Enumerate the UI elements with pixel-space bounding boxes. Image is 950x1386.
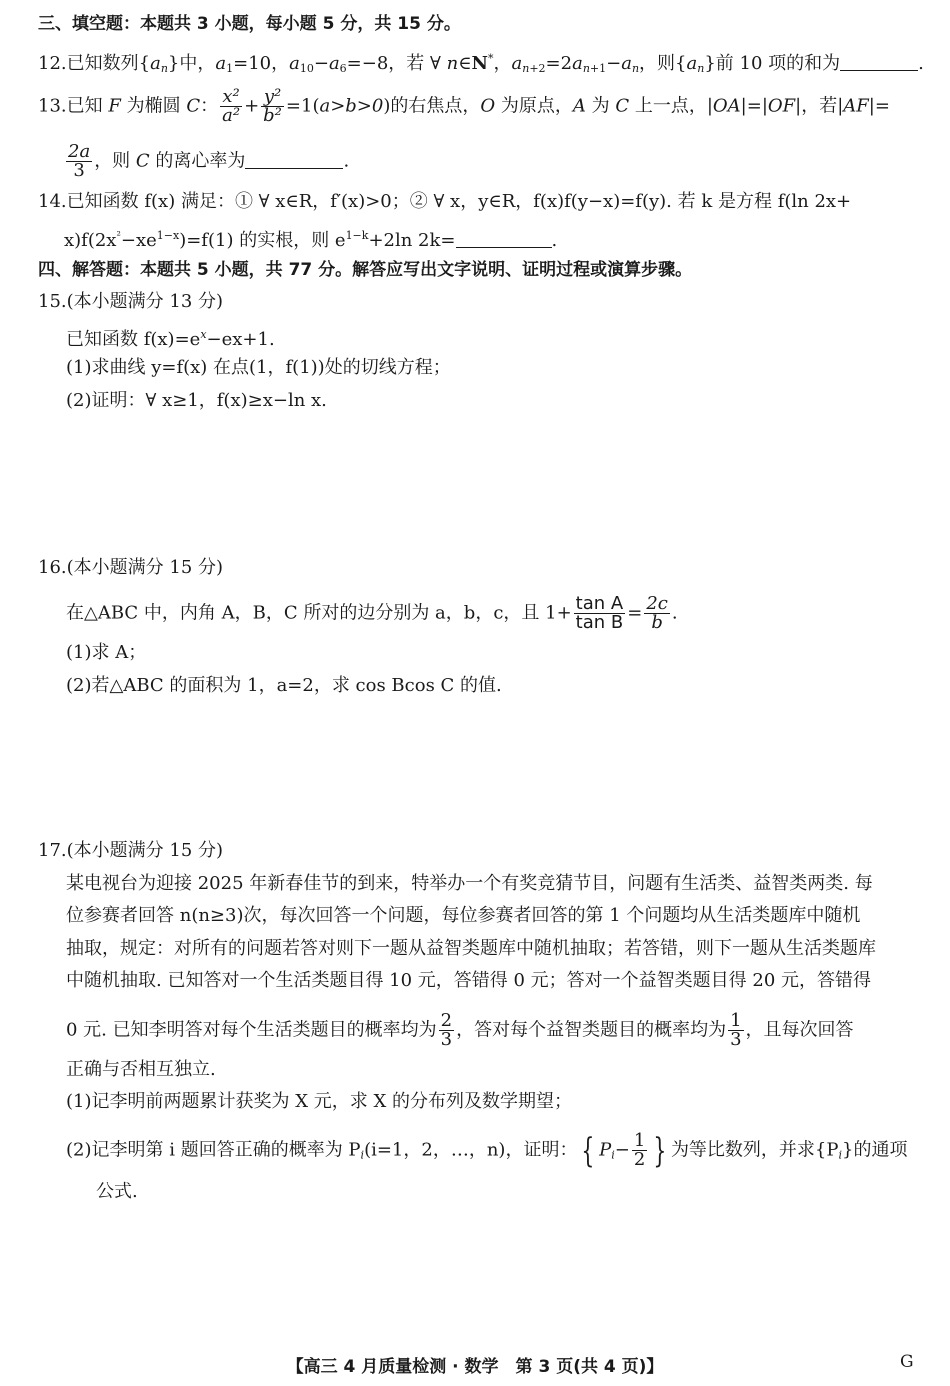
fraction: $\frac{\text{x²}}{\text{a²}}$: [222, 86, 241, 126]
math: ²: [116, 229, 121, 242]
text: (i=1，2，…，n)，证明：: [364, 1139, 578, 1161]
text: x)f(2x: [64, 230, 117, 251]
text: −xe: [120, 230, 157, 251]
text: −: [606, 53, 622, 74]
question-number: 16.: [38, 557, 67, 578]
text: −: [614, 1139, 630, 1161]
fraction: $\frac{1}{2}$: [633, 1130, 646, 1170]
text: .: [551, 230, 558, 251]
question-16-header: [38, 556, 223, 580]
page-footer: 【高三 4 月质量检测 · 数学 第 3 页(共 4 页)】: [286, 1357, 664, 1377]
math: OF: [767, 95, 796, 117]
question-15-part-2: (2)证明：∀ x≥1，f(x)≥x−ln x.: [66, 390, 327, 411]
math: a>b>0: [319, 95, 384, 117]
math: C: [135, 150, 150, 172]
math: *: [487, 52, 494, 65]
question-16-part-1: (1)求 A；: [66, 642, 147, 663]
question-17-stem-line-5: [66, 1012, 854, 1049]
text: ，: [493, 53, 512, 74]
question-12: 12.已知数列$\{a_n\}$中，$a_1=10$，$a_{10}-a_6=-8$，若 ∀ n∈N*，$a_{n+2}=2a_{n+1}-a_n$，则$\{a_n\}$前 10 项的和为 .: [38, 52, 924, 75]
answer-blank[interactable]: [456, 229, 552, 248]
score-note: (本小题满分 13 分): [66, 291, 224, 312]
math: A: [572, 95, 586, 117]
text: 在△ABC 中，内角 A，B，C 所对的边分别为 a，b，c，且 1+: [66, 602, 572, 624]
text: ∈: [458, 53, 472, 74]
math: C: [186, 95, 201, 117]
text: |，若|: [795, 95, 844, 117]
math: n: [446, 53, 459, 74]
math: a: [328, 53, 340, 74]
question-17-part-2: (2)记李明第 i 题回答正确的概率为 $P_i(i=1$，2，…，n)，证明： { $P_i-$ $\frac{1}{2}$ } 为等比数列，并求$\{P_i\}$的通项: [66, 1130, 908, 1171]
answer-blank[interactable]: [840, 52, 918, 71]
question-17-stem-line-6: 正确与否相互独立.: [66, 1059, 216, 1080]
question-17-header: [38, 839, 223, 863]
question-17-stem-line-4: 中随机抽取. 已知答对一个生活类题目得 10 元，答错得 0 元；答对一个益智类题目得 20 元，答错得: [66, 970, 872, 991]
question-15-header: [38, 290, 223, 314]
text: )的右焦点，: [383, 95, 481, 117]
question-17-stem-line-2: 位参赛者回答 n(n≥3)次，每次回答一个问题，每位参赛者回答的第 1 个问题均从生活类题库中随机: [66, 905, 861, 926]
text: 为: [585, 95, 616, 117]
section-heading-fill-in: 三、填空题：本题共 3 小题，每小题 5 分，共 15 分。: [38, 14, 461, 34]
text: 为等比数列，并求{P: [670, 1139, 839, 1161]
text: (2)记李明第 i 题回答正确的概率为 P: [66, 1139, 361, 1161]
question-17-stem-line-1: 某电视台为迎接 2025 年新春佳节的到来，特举办一个有奖竞猜节目，问题有生活类、益智类两类. 每: [66, 873, 873, 894]
math: F: [108, 95, 121, 117]
text: 已知函数 f(x)=e: [66, 329, 201, 350]
fraction: $\frac{2}{3}$: [440, 1010, 453, 1050]
math: a: [215, 53, 227, 74]
text: =: [627, 602, 643, 624]
question-14-continued: [64, 224, 557, 253]
math: 1−x: [156, 229, 180, 242]
text: 已知: [66, 95, 109, 117]
text: 上一点，|: [629, 95, 713, 117]
text: |=: [868, 95, 890, 117]
math: N: [471, 53, 488, 74]
paper-code: G: [900, 1352, 914, 1372]
question-number: 13.: [38, 95, 67, 117]
math: P: [599, 1139, 612, 1161]
text: .: [343, 150, 350, 172]
fraction: $\frac{\text{tan A}}{\text{tan B}}$: [575, 593, 624, 633]
math: AF: [843, 95, 869, 117]
fraction: $\frac{1}{3}$: [730, 1010, 742, 1050]
text: ，且每次回答: [745, 1019, 854, 1041]
question-13-continued: [64, 143, 349, 180]
text: ：: [200, 95, 219, 117]
text: −ex+1.: [206, 329, 275, 350]
question-16-stem: [66, 595, 678, 632]
math: O: [480, 95, 496, 117]
question-number: 12.: [38, 53, 67, 74]
text: =−8，若 ∀: [346, 53, 447, 74]
fraction: $\frac{2c}{b}$: [646, 593, 668, 633]
math: a: [572, 53, 583, 74]
text: 已知数列: [66, 53, 139, 74]
question-13: [38, 88, 890, 125]
question-number: 15.: [38, 291, 67, 312]
text: |=|: [740, 95, 768, 117]
score-note: (本小题满分 15 分): [66, 840, 224, 861]
text: ，则: [639, 53, 676, 74]
text: +: [244, 95, 260, 117]
text: 前 10 项的和为: [715, 53, 841, 74]
text: =10，: [233, 53, 290, 74]
math: x: [200, 328, 207, 341]
question-15-stem: [66, 323, 275, 352]
text: .: [918, 53, 924, 74]
math: a: [686, 53, 698, 74]
text: 为原点，: [495, 95, 573, 117]
question-16-part-2: (2)若△ABC 的面积为 1，a=2，求 cos Bcos C 的值.: [66, 675, 502, 696]
text: )=f(1) 的实根，则 e: [179, 230, 346, 251]
math: a: [289, 53, 300, 74]
fraction: $\frac{\text{y²}}{\text{b²}}$: [263, 86, 282, 126]
question-17-part-1: (1)记李明前两题累计获奖为 X 元，求 X 的分布列及数学期望；: [66, 1091, 573, 1112]
answer-blank[interactable]: [245, 150, 343, 169]
math: a: [621, 53, 632, 74]
question-number: 14.: [38, 191, 67, 212]
math: 1−k: [345, 229, 369, 242]
math: C: [615, 95, 630, 117]
question-14: [38, 190, 851, 214]
text: 中，: [179, 53, 216, 74]
text: 已知函数 f(x) 满足：① ∀ x∈R，f′(x)>0；② ∀ x，y∈R，f(x)f(y−x)=f(y). 若 k 是方程 f(ln 2x+: [66, 191, 852, 212]
text: −: [313, 53, 329, 74]
math: OA: [712, 95, 741, 117]
section-heading-solutions: 四、解答题：本题共 5 小题，共 77 分。解答应写出文字说明、证明过程或演算步骤。: [38, 260, 693, 280]
question-17-stem-line-3: 抽取，规定：对所有的问题若答对则下一题从益智类题库中随机抽取；若答错，则下一题从生活类题库: [66, 938, 876, 959]
text: 的离心率为: [149, 150, 246, 172]
question-number: 17.: [38, 840, 67, 861]
question-15-part-1: (1)求曲线 y=f(x) 在点(1，f(1))处的切线方程；: [66, 357, 451, 378]
text: 0 元. 已知李明答对每个生活类题目的概率均为: [66, 1019, 437, 1041]
question-17-part-2-continued: 公式.: [96, 1181, 138, 1202]
math: a: [511, 53, 523, 74]
text: =1(: [285, 95, 320, 117]
text: 为椭圆: [120, 95, 187, 117]
fraction: $\frac{2a}{3}$: [68, 141, 91, 181]
text: =2: [545, 53, 573, 74]
text: ，则: [94, 150, 136, 172]
math: a: [150, 53, 161, 74]
text: .: [671, 602, 678, 624]
text: +2ln 2k=: [368, 230, 456, 251]
score-note: (本小题满分 15 分): [66, 557, 224, 578]
text: }的通项: [842, 1139, 908, 1161]
text: ，答对每个益智类题目的概率均为: [456, 1019, 727, 1041]
